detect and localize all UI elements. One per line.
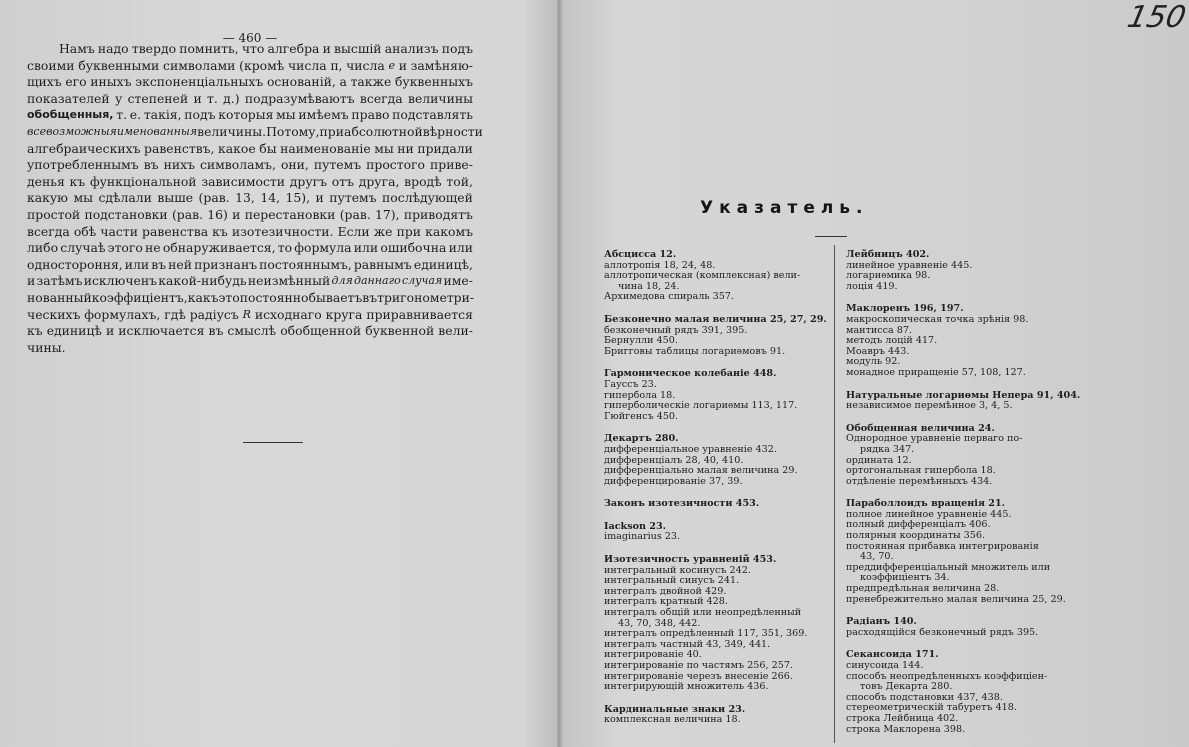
word: Потому, [266,123,320,139]
text-line [27,207,473,224]
index-entry: Однородное уравненіе перваго по- [846,433,1023,445]
index-letter-group [604,315,829,357]
word: исходнаго [254,306,322,322]
word: и [27,273,36,289]
word: такія, [143,107,182,123]
word: и [105,323,115,339]
index-entry: товъ Декарта 280. [860,681,953,693]
word: въ [208,323,224,339]
index-entry: Бригговы таблицы логариѳмовъ 91. [604,345,786,357]
index-entry: Моавръ 443. [846,345,910,357]
index-entry: предпредѣльная величина 28. [846,583,1000,595]
index-letter-group [846,250,1071,292]
word: абсолютной [343,123,423,139]
index-entry: синусоида 144. [846,660,924,671]
index-entry: Секансоида 171. [846,649,939,661]
word: π, [330,57,343,73]
word: ней [168,256,193,272]
word: вели- [438,323,473,339]
word: простой [27,206,81,222]
word: чины. [27,339,66,355]
index-entry: независимое перемѣнное 3, 4, 5. [846,400,1013,412]
column-divider [834,245,835,743]
index-title: Указатель. [700,198,869,218]
word: этого [107,240,143,256]
word: своими [27,57,75,73]
index-entry: полярныя координаты 356. [846,530,986,542]
word: право [351,107,390,123]
text-line [27,123,483,141]
word: а [339,74,347,90]
index-entry: стереометрическій табуретъ 418. [846,702,1017,714]
word: именованныя [116,124,198,138]
word: всегда [359,90,403,106]
page-number: — 460 — [222,31,278,45]
index-entry: способъ подстановки 437, 438. [846,691,1003,703]
word: какъ [187,289,219,305]
word: высшій [334,41,382,56]
word: нихъ [163,157,195,173]
index-entry: Гауссъ 23. [604,378,657,390]
word: обобщенныя, [27,108,114,122]
word: 13, [235,190,255,206]
index-entry: Бернулли 450. [604,335,678,347]
index-entry: полное линейное уравненіе 445. [846,508,1012,520]
word: денья [27,173,65,189]
index-entry: расходящійся безконечный рядъ 395. [846,626,1039,638]
word: всевозможныя [27,124,117,138]
word: числа [287,57,327,73]
index-letter-group [846,424,1071,488]
text-line [27,141,473,158]
index-letter-group [604,434,829,487]
word: е. [129,107,142,123]
index-entry: интегрированіе черезъ внесеніе 266. [604,670,793,682]
index-entry: линейное уравненіе 445. [846,259,973,271]
text-line [27,107,473,124]
word: признанъ [194,256,258,272]
word: экспоненціальныхъ [135,74,264,90]
index-entry: Радіанъ 140. [846,616,917,628]
index-entry: постоянная прибавка интегрированія [846,540,1039,552]
index-entry: интегральный косинусъ 242. [604,564,751,576]
word: основаній, [266,74,336,90]
index-column-1 [604,250,829,738]
index-entry: Декартъ 280. [604,433,679,445]
word: величины [407,90,473,106]
word: ческихъ [27,306,81,322]
word: одностороння, [27,256,123,272]
word: отъ [331,173,354,189]
word: формулахъ, [84,306,161,322]
index-letter-group [846,389,1081,412]
index-entry: Законъ изотезичности 453. [604,498,760,510]
index-entry: Кардинальные знаки 23. [604,703,746,715]
index-entry: рядка 347. [860,443,915,455]
word: путемъ [313,157,362,173]
word: какую [27,190,68,206]
word: ошибочна [380,240,447,256]
index-entry: интегралъ опредѣленный 117, 351, 369. [604,628,808,640]
index-entry: Натуральные логариѳмы Непера 91, 404. [846,389,1081,401]
word: равенствъ, [144,140,215,156]
word: изотезичности. [231,223,334,239]
word: не [145,240,161,256]
word: (кромѣ [239,57,285,73]
text-line [27,290,473,307]
word: даннаго [354,274,401,288]
index-column-2 [846,249,1081,747]
index-entry: строка Лейбница 402. [846,712,959,724]
index-entry: Безконечно малая величина 25, 27, 29. [604,313,827,325]
index-entry: Iackson 23. [604,520,666,532]
index-entry: ордината 12. [846,454,912,466]
index-entry: интегральный синусъ 241. [604,575,740,587]
word: въ [151,256,167,272]
word: смыслѣ [227,323,277,339]
word: и [398,57,407,73]
index-letter-group [604,250,829,303]
word: мы [374,140,394,156]
word: при [396,223,422,239]
word: случаѣ [60,240,106,256]
word: употребленнымъ [27,157,139,173]
text-line [27,257,473,274]
word: выше [157,190,194,206]
word: исключенъ [83,273,158,289]
text-line [27,91,473,108]
word: либо [27,240,59,256]
index-entry: мантисса 87. [846,324,913,336]
word: 14, [260,190,281,206]
text-line [27,340,473,357]
word: или [124,256,150,272]
index-letter-group [604,369,829,422]
index-entry: методъ лоцій 417. [846,335,938,347]
word: обнаруживается, [162,240,276,256]
word: сдѣлали [98,190,152,206]
word: и [232,206,241,222]
word: перестановки [244,206,336,222]
index-entry: способъ неопредѣленныхъ коэффиціен- [846,670,1048,682]
word: это [218,289,240,305]
word: также [350,74,392,90]
word: въ [362,289,378,305]
word: замѣняю- [410,57,473,73]
index-letter-group [846,650,1071,735]
index-entry: коэффиціентъ 34. [860,572,950,584]
index-entry: макроскопическая точка зрѣнія 98. [846,313,1029,325]
text-line [27,224,473,241]
word: единицѣ [46,323,102,339]
index-entry: Лейбницъ 402. [846,249,930,260]
word: то [277,240,293,256]
text-line [27,41,473,58]
word: числа [346,57,385,73]
word: случая [402,274,443,288]
word: всегда [27,223,70,239]
word: R [242,307,251,321]
word: къ [69,173,86,189]
index-entry: пренебрежительно малая величина 25, 29. [846,593,1066,605]
word: приводятъ [403,206,473,222]
index-letter-group [604,555,829,693]
word: исключается [118,323,205,339]
word: твердо [131,41,177,56]
word: т. [116,107,128,123]
index-entry: гипербола 18. [604,389,676,401]
index-entry: интегралъ частный 43, 349, 441. [604,638,771,650]
word: подразумѣваютъ [244,90,355,106]
word: же [373,223,393,239]
word: анализъ [384,41,439,56]
word: иныхъ [90,74,132,90]
index-entry: дифференцированіе 37, 39. [604,475,743,487]
text-line [27,240,473,257]
word: къ [212,223,228,239]
word: Если [337,223,370,239]
index-entry: Обобщенная величина 24. [846,422,995,434]
word: буквенныхъ [394,74,473,90]
index-entry: Гюйгенсъ 450. [604,410,679,422]
text-line [27,157,473,174]
word: подставлять [392,107,473,123]
word: и [322,41,331,56]
index-entry: Архимедова спираль 357. [604,291,734,303]
index-entry: ортогональная гипербола 18. [846,465,996,477]
word: бываетъ [308,289,363,305]
index-entry: дифференціальное уравненіе 432. [604,443,777,455]
index-entry: интегрированіе 40. [604,649,702,661]
index-entry: монадное приращеніе 57, 108, 127. [846,366,1026,378]
index-entry: Гармоническое колебаніе 448. [604,368,777,380]
word: постояннымъ, [259,256,352,272]
word: алгебра [267,41,320,56]
word: ни [397,140,414,156]
word: надо [97,41,129,56]
word: простого [366,157,425,173]
index-entry: интегралъ общій или неопредѣленный [604,607,802,619]
word: приравнивается [366,306,473,322]
index-entry: комплексная величина 18. [604,714,741,726]
word: круга [325,306,363,322]
word: (рав. [171,206,204,222]
text-line [27,323,473,340]
word: зависимости [201,173,286,189]
word: помнить, [179,41,239,56]
word: буквенной [365,323,435,339]
index-entry: отдѣленіе перемѣнныхъ 434. [846,475,993,487]
word: его [65,74,87,90]
word: символамъ, [199,157,276,173]
word: показателей [27,90,110,106]
index-entry: логариѳмика 98. [846,270,931,282]
index-entry: лоція 419. [846,280,898,292]
word: функціональной [89,173,197,189]
handwritten-folio-number: 150 [1124,0,1189,35]
text-line [27,174,473,191]
word: или [353,240,379,256]
word: обобщенной [280,323,362,339]
index-entry: строка Маклорена 398. [846,723,966,735]
word: д.) [223,90,240,106]
word: 15), [285,190,311,206]
index-entry: гиперболическіе логариѳмы 113, 117. [604,400,798,412]
word: придали [417,140,473,156]
word: равнымъ [353,256,412,272]
index-entry: полный дифференціалъ 406. [846,519,991,531]
index-letter-group [604,522,829,543]
word: при [319,123,344,139]
word: приве- [430,157,473,173]
word: другъ [289,173,328,189]
end-rule [243,442,303,443]
index-entry: Изотезичность уравненій 453. [604,554,777,566]
word: име- [443,273,473,289]
text-line [27,74,473,91]
index-entry: интегрирующій множитель 436. [604,681,769,693]
word: подъ [184,107,216,123]
word: вродѣ [404,173,442,189]
word: имѣемъ [298,107,349,123]
word: путемъ [329,190,377,206]
index-letter-group [604,499,829,510]
word: для [331,274,353,288]
index-entry: 43, 70, 348, 442. [618,617,701,629]
word: коэффиціентъ, [91,289,188,305]
word: бы [259,140,277,156]
word: которыя [218,107,274,123]
word: буквенными [78,57,160,73]
word: величины. [197,123,267,139]
index-entry: 43, 70. [860,551,894,563]
body-paragraph [27,41,483,356]
word: или [448,240,473,256]
index-entry: аллотропическая (комплексная) вели- [604,270,801,282]
index-entry: imaginarius 23. [604,531,681,543]
word: т. [207,90,218,106]
word: неизмѣнный [247,273,331,289]
index-entry: модуль 92. [846,356,901,368]
index-entry: дифференціально малая величина 29. [604,465,798,477]
word: символами [163,57,236,73]
word: (рав. [339,206,371,222]
word: подстановки [84,206,168,222]
word: нованный [27,289,92,305]
word: (рав. [198,190,230,206]
word: равенства [142,223,209,239]
word: друга, [358,173,400,189]
word: постоянно [239,289,309,305]
index-entry: Маклоренъ 196, 197. [846,303,964,315]
word: алгебраическихъ [27,140,141,156]
word: щихъ [27,74,62,90]
word: какой-нибудь [158,273,247,289]
index-entry: интегралъ двойной 429. [604,585,727,597]
word: единицѣ, [413,256,473,272]
word: затѣмъ [36,273,83,289]
word: какое [218,140,256,156]
word: гдѣ [164,306,186,322]
word: радіусъ [189,306,239,322]
word: степеней [127,90,189,106]
index-entry: интегрированіе по частямъ 256, 257. [604,660,793,671]
word: и [315,190,324,206]
word: 17), [375,206,400,222]
word: Намъ [59,41,95,56]
word: и [193,90,202,106]
text-line [27,273,473,290]
word: тригонометри- [377,289,475,305]
word: подъ [441,41,473,56]
index-entry: преддифференціальный множитель или [846,561,1051,573]
word: той, [446,173,473,189]
index-letter-group [846,499,1071,605]
word: формула [294,240,352,256]
word: 16) [207,206,228,222]
index-entry: аллотропія 18, 24, 48. [604,259,716,271]
text-line [27,58,473,75]
word: вѣрности [422,123,483,139]
index-entry: Параболлоидъ вращенія 21. [846,498,1005,510]
title-rule [815,236,847,237]
index-entry: безконечный рядъ 391, 395. [604,324,748,336]
index-letter-group [846,304,1071,378]
word: мы [73,190,93,206]
word: e [388,58,395,72]
word: послѣдующей [382,190,473,206]
word: обѣ [73,223,97,239]
word: они, [280,157,309,173]
word: какомъ [425,223,473,239]
word: мы [276,107,296,123]
index-letter-group [846,617,1071,638]
word: части [100,223,138,239]
word: что [241,41,265,56]
word: у [114,90,123,106]
index-entry: Абсцисса 12. [604,249,677,260]
index-entry: дифференціалъ 28, 40, 410. [604,454,744,466]
index-entry: интегралъ кратный 428. [604,596,728,608]
word: наименованіе [280,140,371,156]
index-letter-group [604,705,829,726]
text-line [27,307,473,324]
word: въ [143,157,159,173]
index-entry: чина 18, 24. [618,280,680,292]
word: къ [27,323,43,339]
text-line [27,190,473,207]
